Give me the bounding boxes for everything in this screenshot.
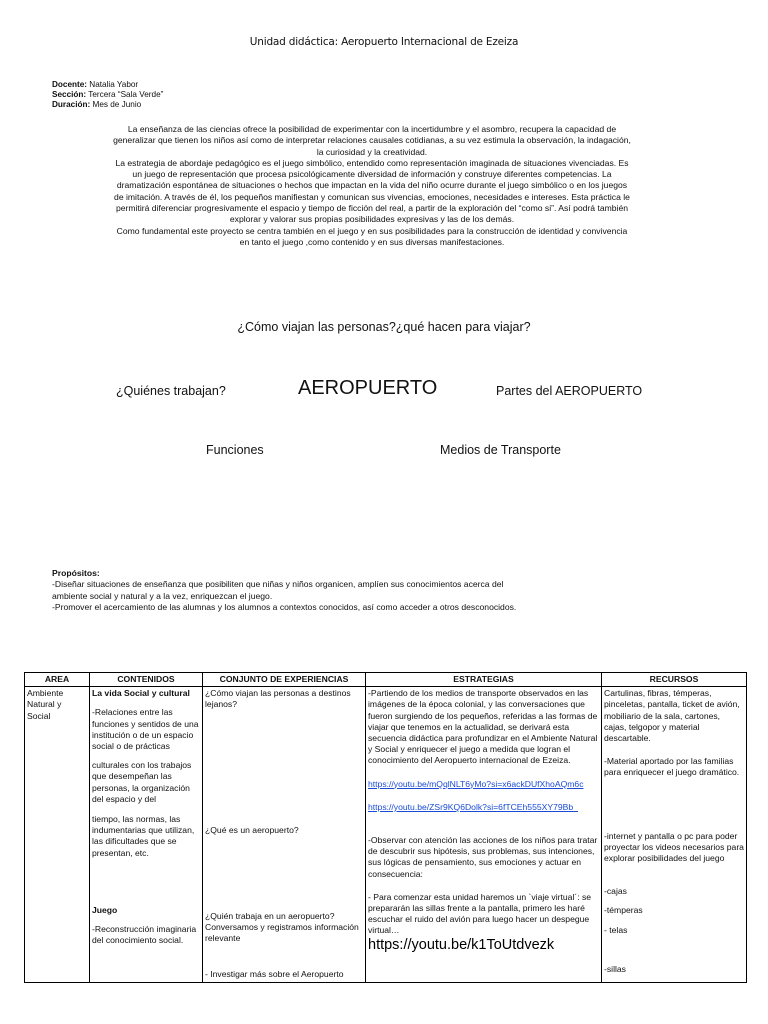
header-estrategias: ESTRATEGIAS: [366, 673, 602, 687]
seccion-value: Tercera “Sala Verde”: [86, 90, 164, 100]
purpose-item: -Promover el acercamiento de las alumnas y los alumnos a contextos conocidos, así como acceder a otros desconocidos.: [52, 601, 517, 612]
header-recursos: RECURSOS: [602, 673, 747, 687]
contenidos-text: culturales con los trabajos que desempeñan las personas, la organización del espacio y del: [92, 760, 192, 804]
video-link[interactable]: https://youtu.be/ZSr9KQ6Dolk?si=6fTCEh555XY79Bb_: [368, 801, 578, 812]
purpose-item: -Diseñar situaciones de enseñanza que posibiliten que niñas y niños organicen, amplíen sus conocimientos acerca del ambiente social y natural y a la vez, enriquezcan el juego.: [52, 579, 504, 601]
contenidos-heading-social: La vida Social y cultural: [92, 688, 190, 699]
experience-item: ¿Quién trabaja en un aeropuerto? Conversamos y registramos información relevante: [205, 910, 359, 944]
docente-value: Natalia Yabor: [87, 80, 139, 89]
table-row: [25, 687, 747, 982]
duracion-line: [52, 100, 163, 110]
video-link[interactable]: https://youtu.be/k1ToUtdvezk: [368, 936, 555, 953]
experience-item: ¿Qué es un aeropuerto?: [205, 824, 299, 835]
duracion-label: Duración:: [52, 100, 91, 110]
resource-item: Cartulinas, fibras, témperas, pinceletas, pantalla, ticket de avión, mobiliario de la sala, cartones, cajas, telgopor y material descartable.: [604, 688, 740, 744]
intro-paragraph: Como fundamental este proyecto se centra también en el juego y en sus posibilidades para la construcción de identidad y convivencia en tanto el juego ,como contenido y en sus diversas manifestaciones.: [116, 225, 628, 247]
resource-item: -cajas: [604, 886, 627, 897]
video-link[interactable]: https://youtu.be/mQqlNLT6yMo?si=x6ackDUfXhoAQm6c: [368, 778, 584, 789]
cell-experiencias: [203, 687, 366, 982]
contenidos-text: -Reconstrucción imaginaria del conocimiento social.: [92, 924, 197, 946]
cell-recursos: [602, 687, 747, 982]
resource-item: -internet y pantalla o pc para poder proyectar los videos necesarios para explorar posibilidades del juego: [604, 830, 744, 864]
teacher-info: [52, 80, 163, 111]
resource-item: -Material aportado por las familias para enriquecer el juego dramático.: [604, 756, 740, 778]
strategy-text: - Para comenzar esta unidad haremos un `viaje virtual´: se prepararán las sillas frente a la pantalla, primero les haré escuchar el ruido del avión para luego hacer un despegue virtual…: [368, 891, 592, 936]
strategy-text: -Partiendo de los medios de transporte observados en las imágenes de la época colonial, y las conversaciones que fueron surgiendo de los pequeños, referidas a las formas de viajar que tenemos en la actualidad, se derivará esta secuencia didáctica para profundizar en el Ambiente Natural y Social y enriquecer el juego a medida que logran el conocimiento del Aeropuerto internacional de Ezeiza.: [368, 688, 598, 766]
seccion-line: [52, 90, 163, 100]
duracion-value: Mes de Junio: [90, 100, 142, 110]
purposes-section: [52, 568, 522, 613]
intro-paragraph: La estrategia de abordaje pedagógico es el juego simbólico, entendido como representación imaginada de situaciones vivenciadas. Es un juego de representación que procesa psicológicamente diversidad de información y construye diferentes competencias. La dramatización espontánea de situaciones o hechos que impactan en la vida del niño ocurre durante el juego simbólico o en los juegos de imitación. A través de él, los pequeños manifiestan y comunican sus vivencias, emociones, necesidades e intereses. Esta práctica le permitirá diferenciar progresivamente el espacio y tiempo de ficción del real, a partir de la exploración del “como si”. Así podrá también explorar y valorar sus propias posibilidades expresivas y las de los demás.: [114, 157, 630, 225]
docente-line: [52, 80, 163, 90]
map-airport-parts: Partes del AEROPUERTO: [496, 384, 643, 398]
document-title: Unidad didáctica: Aeropuerto Internacional de Ezeiza: [249, 36, 519, 48]
seccion-label: Sección:: [52, 90, 87, 100]
resource-item: -témperas: [604, 905, 643, 916]
experience-item: - Investigar más sobre el Aeropuerto: [205, 969, 344, 980]
docente-label: Docente:: [52, 80, 88, 89]
map-center-airport: AEROPUERTO: [298, 377, 438, 399]
planning-table: [24, 672, 747, 983]
header-area: AREA: [25, 673, 90, 687]
purposes-heading: Propósitos:: [52, 568, 100, 578]
contenidos-text: -Relaciones entre las funciones y sentidos de una institución o de un espacio social o de prácticas: [92, 707, 199, 752]
experience-item: ¿Cómo viajan las personas a destinos lejanos?: [205, 688, 351, 710]
table-header-row: [25, 673, 747, 687]
intro-paragraph: La enseñanza de las ciencias ofrece la posibilidad de experimentar con la incertidumbre y el asombro, recupera la capacidad de generalizar que tienen los niños así como de interpretar relaciones causales cotidianas, a su vez estimula la observación, la indagación, la curiosidad y la creatividad.: [113, 124, 631, 157]
header-experiencias: CONJUNTO DE EXPERIENCIAS: [203, 673, 366, 687]
resource-item: -sillas: [604, 963, 626, 974]
central-question: ¿Cómo viajan las personas?¿qué hacen para viajar?: [237, 320, 531, 334]
resource-item: - telas: [604, 924, 628, 935]
header-contenidos: CONTENIDOS: [90, 673, 203, 687]
map-transport: Medios de Transporte: [440, 443, 561, 457]
contenidos-heading-juego: Juego: [92, 904, 118, 915]
introduction: [112, 124, 632, 248]
cell-estrategias: [366, 687, 602, 982]
cell-contenidos: [90, 687, 203, 982]
map-functions: Funciones: [206, 443, 264, 457]
cell-area: Ambiente Natural y Social: [25, 687, 90, 982]
contenidos-text: tiempo, las normas, las indumentarias que utilizan, las dificultades que se presentan, etc.: [92, 814, 195, 858]
map-who-works: ¿Quiénes trabajan?: [116, 384, 226, 398]
strategy-text: -Observar con atención las acciones de los niños para tratar de descubrir sus hipótesis, sus problemas, sus intenciones, sus lógicas de pensamiento, sus emociones y actuar en consecuencia:: [368, 835, 598, 879]
